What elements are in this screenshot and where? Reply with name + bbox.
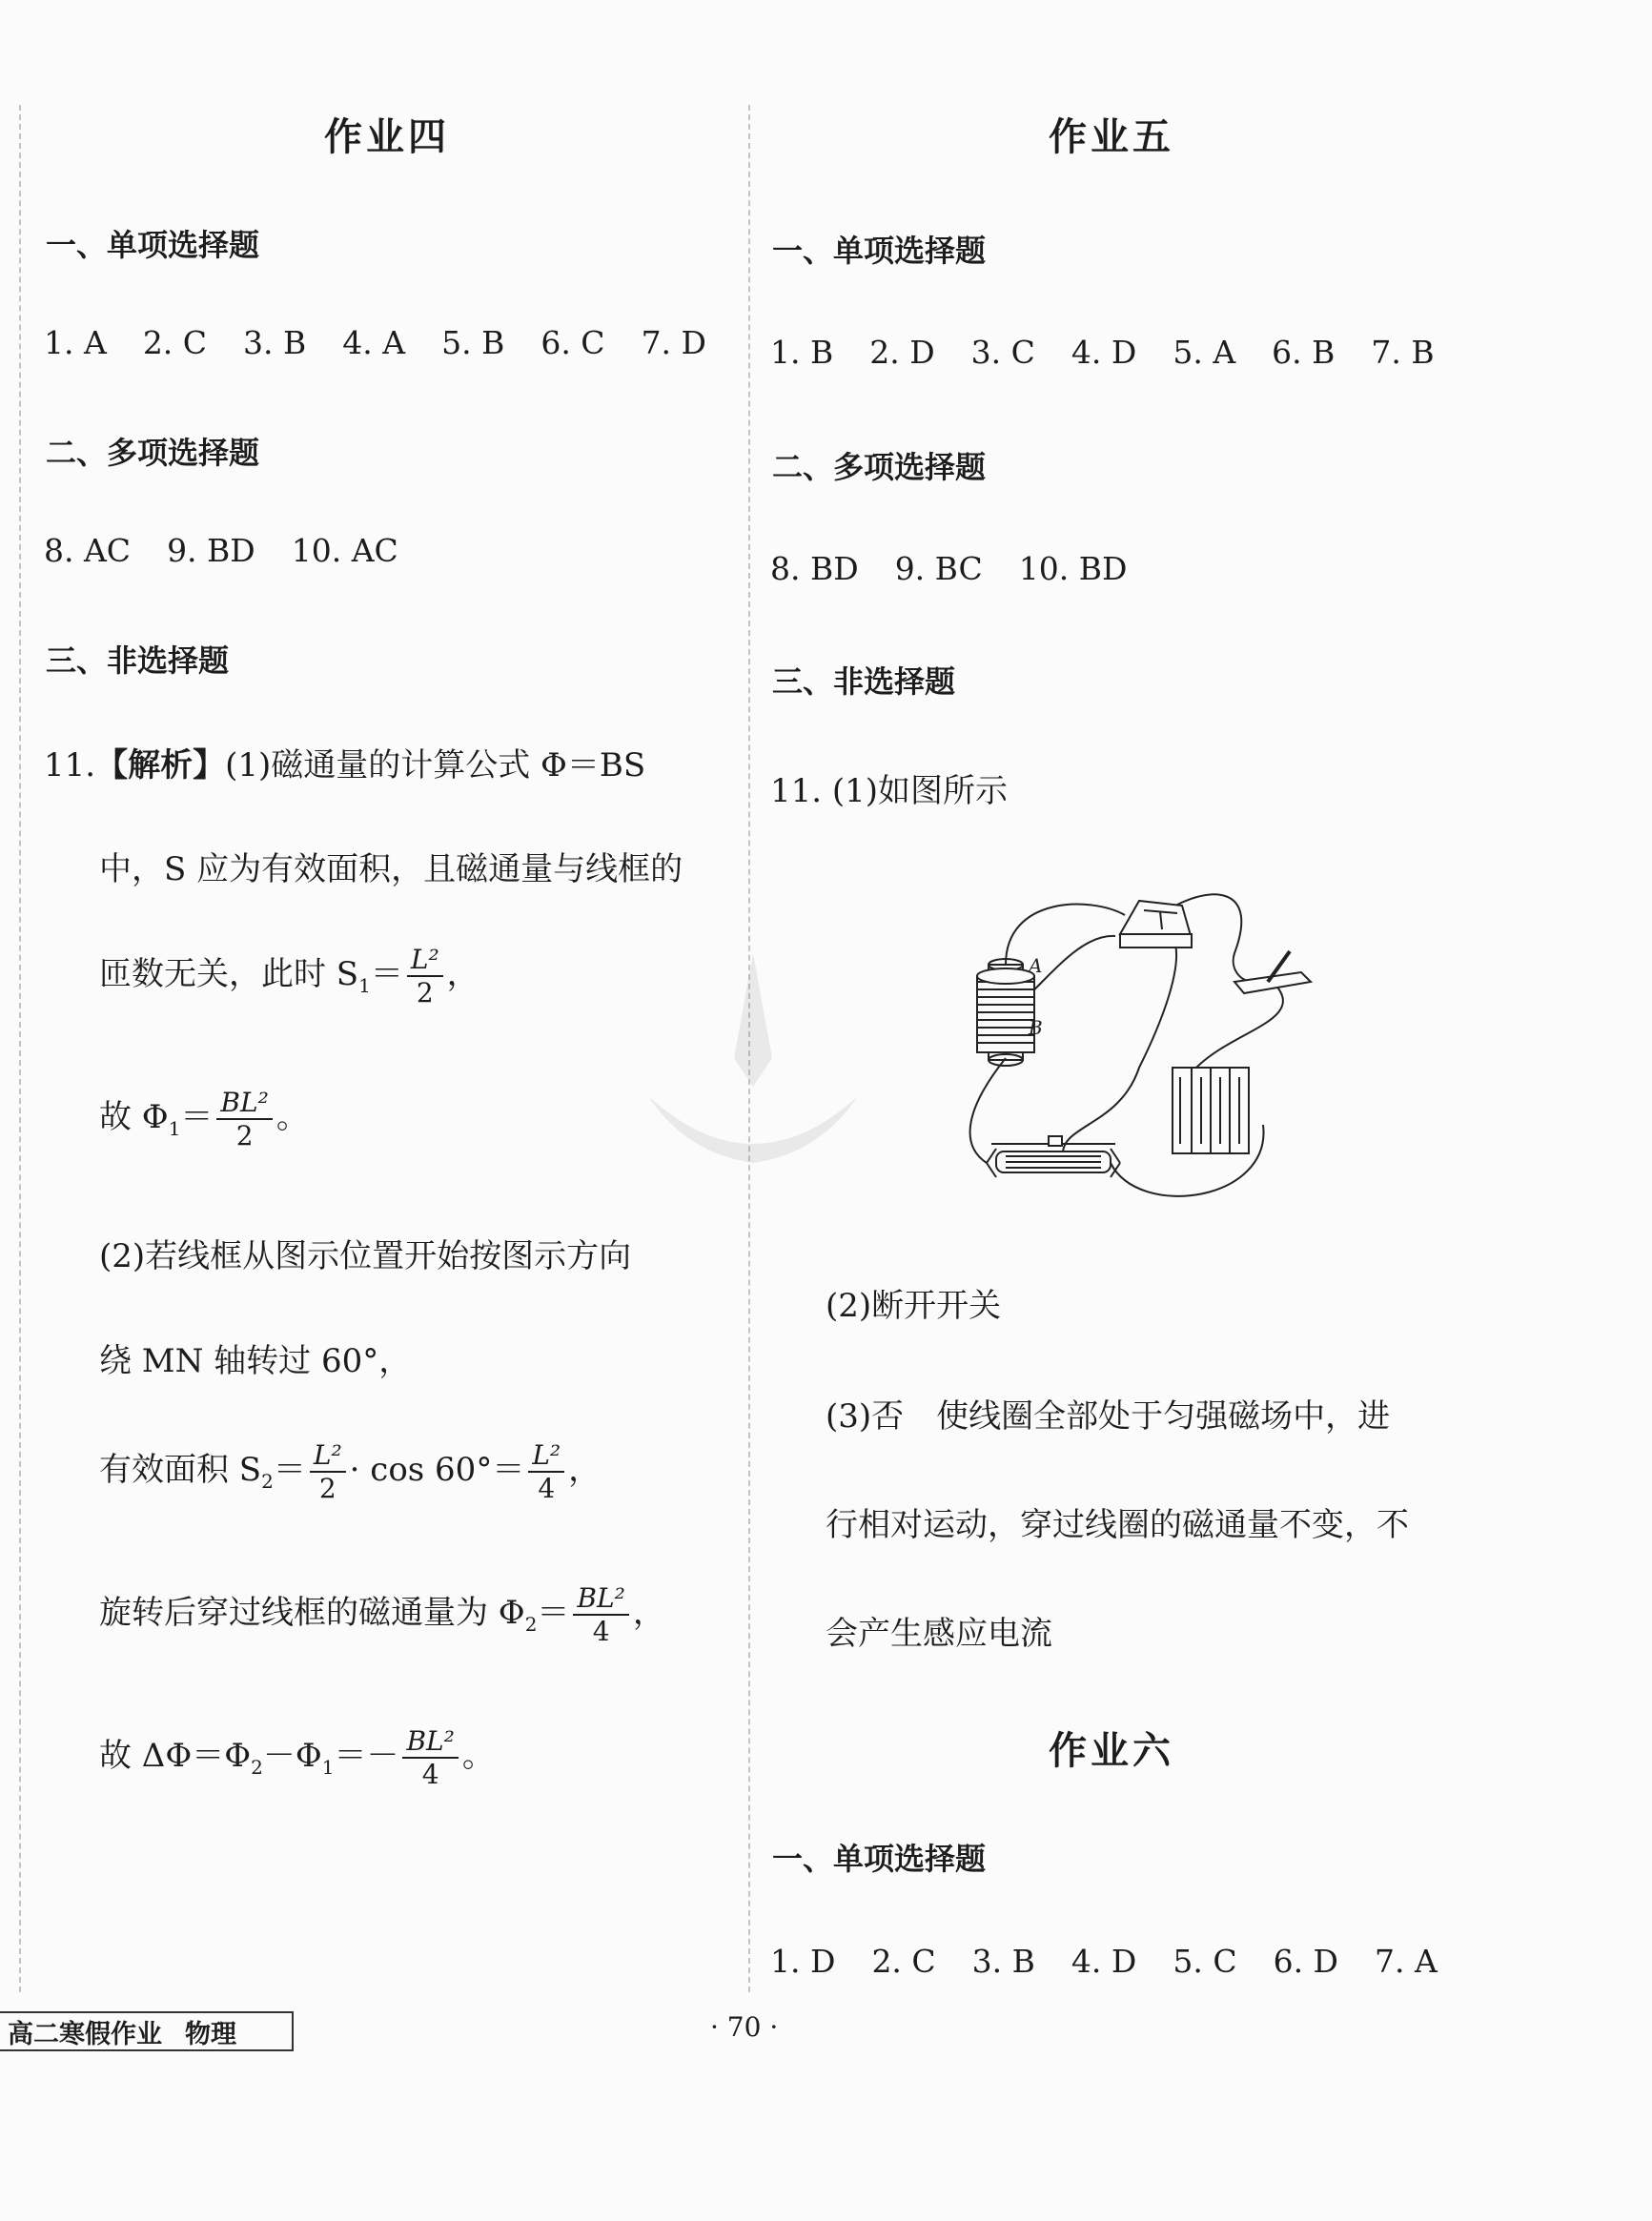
text: ＝ <box>180 1098 214 1136</box>
fraction <box>216 1087 272 1151</box>
denominator: 2 <box>416 977 434 1009</box>
answer-item: 8. AC <box>44 532 132 569</box>
right-q11-line3: (3)否 使线圈全部处于匀强磁场中，进 <box>826 1397 1391 1436</box>
right-title-6: 作业六 <box>1049 1729 1174 1773</box>
right-section-non-choice: 三、非选择题 <box>772 663 956 700</box>
footer-subject: 物理 <box>185 2019 236 2049</box>
answer-item: 3. B <box>243 324 307 361</box>
left-q11-line6: 绕 MN 轴转过 60°， <box>99 1342 412 1380</box>
answer-item: 10. AC <box>291 532 398 569</box>
numerator: L² <box>310 1439 346 1473</box>
subscript: 1 <box>358 973 371 997</box>
answer-item: 3. C <box>970 334 1035 371</box>
right-answers6-single <box>770 1943 1474 1980</box>
right-section-single-choice: 一、单项选择题 <box>772 233 987 269</box>
page-number: · 70 · <box>710 2011 779 2043</box>
answer-item: 7. D <box>641 324 706 361</box>
right-answers-multi <box>770 550 1163 587</box>
text: 。 <box>275 1098 309 1136</box>
left-q11-line4 <box>99 1087 309 1151</box>
answer-item: 1. D <box>770 1943 836 1980</box>
answer-item: 5. B <box>441 324 505 361</box>
question-number: 11. <box>44 746 96 784</box>
analysis-tag: 【解析】 <box>95 746 226 784</box>
text: ＝ <box>537 1594 570 1632</box>
right-section6-single-choice: 一、单项选择题 <box>772 1841 987 1877</box>
right-q11-line4: 行相对运动，穿过线圈的磁通量不变，不 <box>826 1506 1409 1544</box>
left-q11-line2: 中，S 应为有效面积，且磁通量与线框的 <box>99 850 683 888</box>
footer-book: 高二寒假作业 <box>8 2019 162 2049</box>
answer-item: 3. B <box>971 1943 1035 1980</box>
denominator: 4 <box>592 1616 610 1647</box>
text: 匝数无关，此时 S <box>99 955 359 993</box>
circuit-diagram <box>948 877 1349 1220</box>
coil-label-b: B <box>1029 1016 1043 1039</box>
left-title: 作业四 <box>324 115 450 159</box>
left-q11-line9 <box>99 1725 495 1790</box>
left-q11-line5: (2)若线框从图示位置开始按图示方向 <box>99 1237 632 1275</box>
text: ， <box>446 955 479 993</box>
answer-item: 1. A <box>44 324 107 361</box>
answer-item: 10. BD <box>1018 550 1128 587</box>
numerator: BL² <box>573 1582 628 1616</box>
right-q11-line2: (2)断开开关 <box>826 1287 1002 1325</box>
text: ， <box>568 1451 602 1489</box>
right-title-5: 作业五 <box>1049 115 1174 159</box>
answer-item: 2. D <box>869 334 935 371</box>
answer-item: 4. A <box>342 324 406 361</box>
denominator: 2 <box>318 1473 337 1504</box>
answer-item: 9. BD <box>167 532 255 569</box>
left-section-single-choice: 一、单项选择题 <box>46 227 260 263</box>
answer-item: 7. A <box>1375 1943 1438 1980</box>
denominator: 2 <box>235 1120 254 1151</box>
q11-text-1: (1)磁通量的计算公式 Φ＝BS <box>225 746 646 784</box>
fraction <box>407 944 443 1009</box>
answer-item: 4. D <box>1071 1943 1137 1980</box>
watermark-logo <box>629 944 877 1192</box>
numerator: BL² <box>216 1087 272 1120</box>
fraction <box>573 1582 628 1647</box>
answer-item: 8. BD <box>770 550 859 587</box>
left-margin-rule <box>19 105 21 1992</box>
left-answers-multi <box>44 532 435 569</box>
answer-item: 5. C <box>1173 1943 1237 1980</box>
left-q11-line7 <box>99 1439 601 1504</box>
answer-item: 5. A <box>1173 334 1236 371</box>
text: 有效面积 S <box>99 1451 262 1489</box>
answer-item: 6. D <box>1273 1943 1339 1980</box>
footer-book-label <box>0 2011 294 2051</box>
left-section-non-choice: 三、非选择题 <box>46 642 230 679</box>
left-section-multi-choice: 二、多项选择题 <box>46 435 260 471</box>
left-q11-line3 <box>99 944 479 1009</box>
left-answers-single <box>44 324 743 361</box>
answer-item: 2. C <box>871 1943 936 1980</box>
left-q11-line8 <box>99 1582 665 1647</box>
answer-item: 2. C <box>142 324 208 361</box>
text: ＝ <box>273 1451 306 1489</box>
answer-item: 6. B <box>1272 334 1336 371</box>
right-answers-single <box>770 334 1471 371</box>
text: · cos 60°＝ <box>349 1451 525 1489</box>
numerator: L² <box>528 1439 564 1473</box>
answer-item: 7. B <box>1371 334 1435 371</box>
text: 旋转后穿过线框的磁通量为 Φ <box>99 1594 525 1632</box>
text: ＝－ <box>334 1737 399 1775</box>
answer-item: 1. B <box>770 334 834 371</box>
subscript: 1 <box>321 1755 335 1779</box>
numerator: L² <box>407 944 443 977</box>
text: 故 ΔΦ＝Φ <box>99 1737 252 1775</box>
coil-label-a: A <box>1029 954 1043 977</box>
fraction <box>402 1725 458 1790</box>
text: －Φ <box>262 1737 322 1775</box>
text: ， <box>632 1594 665 1632</box>
left-q11-line1 <box>44 739 645 785</box>
numerator: BL² <box>402 1725 458 1759</box>
subscript: 1 <box>168 1116 181 1140</box>
text: 。 <box>461 1737 495 1775</box>
answer-item: 6. C <box>540 324 605 361</box>
fraction <box>528 1439 564 1504</box>
fraction <box>310 1439 346 1504</box>
answer-item: 4. D <box>1071 334 1137 371</box>
text: ＝ <box>370 955 403 993</box>
answer-item: 9. BC <box>894 550 983 587</box>
right-q11-line5: 会产生感应电流 <box>826 1615 1052 1653</box>
right-q11-line1: 11. (1)如图所示 <box>770 772 1009 810</box>
denominator: 4 <box>421 1759 439 1790</box>
right-section-multi-choice: 二、多项选择题 <box>772 449 987 485</box>
subscript: 2 <box>251 1755 263 1779</box>
denominator: 4 <box>538 1473 556 1504</box>
subscript: 2 <box>524 1612 538 1636</box>
text: 故 Φ <box>99 1098 169 1136</box>
subscript: 2 <box>261 1469 274 1493</box>
